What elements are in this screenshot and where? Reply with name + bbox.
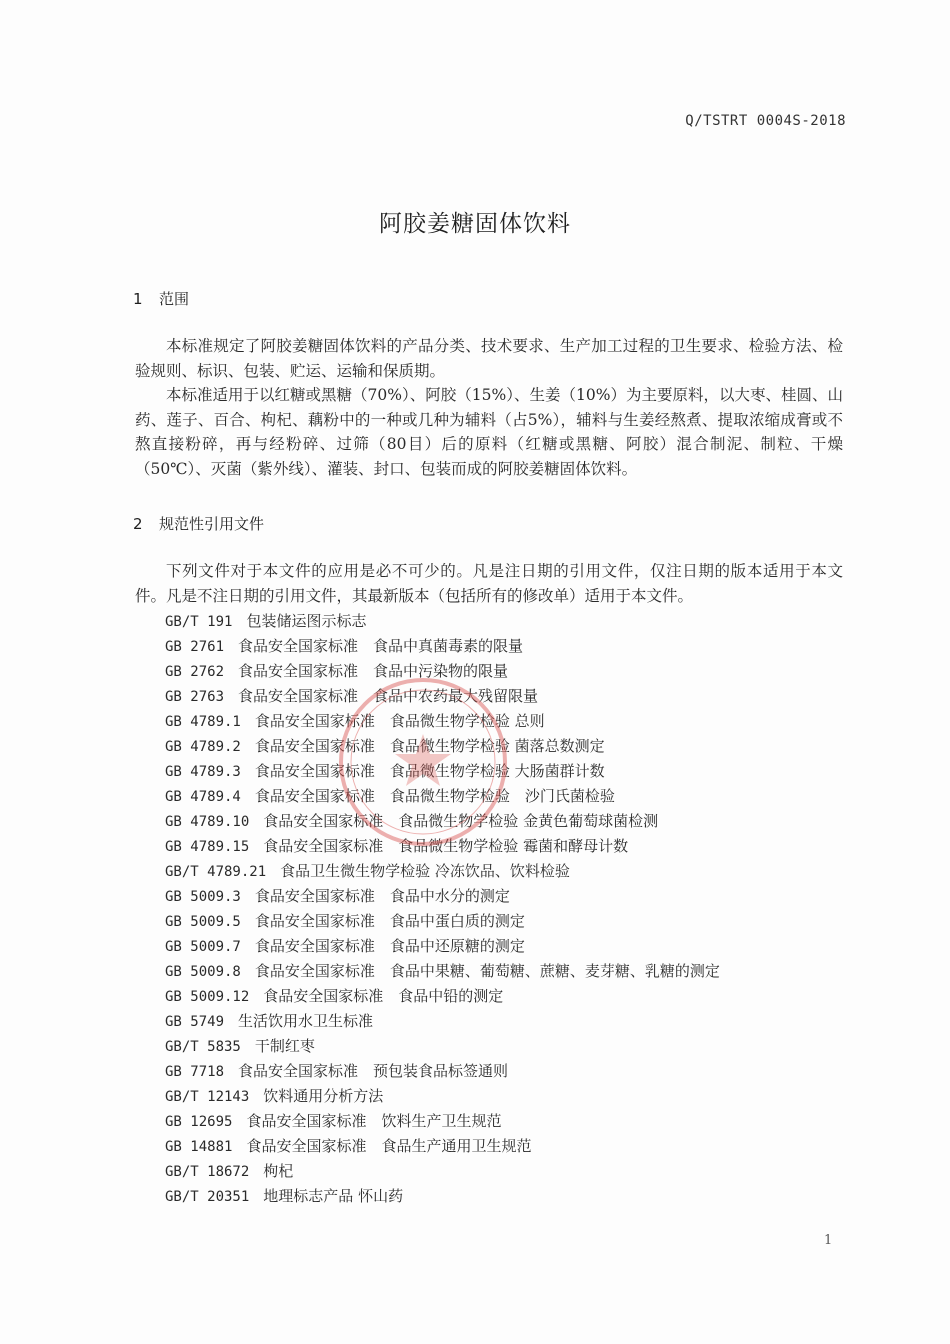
reference-title: 食品安全国家标准 食品微生物学检验 菌落总数测定	[254, 737, 605, 755]
reference-code: GB 2761	[165, 639, 225, 655]
reference-item	[165, 1159, 720, 1184]
reference-title: 饮料通用分析方法	[263, 1087, 384, 1105]
reference-item	[165, 834, 720, 859]
section-1-title: 范围	[159, 290, 190, 308]
reference-title: 食品卫生微生物学检验 冷冻饮品、饮料检验	[280, 862, 570, 880]
reference-item	[165, 1134, 720, 1159]
reference-item	[165, 809, 720, 834]
reference-code: GB/T 191	[165, 614, 233, 630]
reference-item	[165, 1034, 720, 1059]
reference-item	[165, 784, 720, 809]
reference-title: 食品安全国家标准 饮料生产卫生规范	[246, 1112, 502, 1130]
reference-code: GB 14881	[165, 1139, 233, 1155]
reference-item	[165, 609, 720, 634]
reference-item	[165, 859, 720, 884]
section-1-number: 1	[133, 290, 143, 308]
reference-item	[165, 1009, 720, 1034]
reference-item	[165, 884, 720, 909]
reference-title: 枸杞	[263, 1162, 294, 1180]
reference-code: GB 5749	[165, 1014, 225, 1030]
reference-item	[165, 959, 720, 984]
reference-code: GB 4789.3	[165, 764, 241, 780]
reference-title: 食品安全国家标准 食品中蛋白质的测定	[254, 912, 525, 930]
reference-code: GB 4789.10	[165, 814, 250, 830]
reference-title: 生活饮用水卫生标准	[238, 1012, 374, 1030]
reference-code: GB/T 18672	[165, 1164, 250, 1180]
reference-code: GB 5009.7	[165, 939, 241, 955]
reference-item	[165, 634, 720, 659]
reference-code: GB/T 12143	[165, 1089, 250, 1105]
reference-list	[165, 609, 720, 1209]
reference-code: GB/T 4789.21	[165, 864, 267, 880]
reference-item	[165, 734, 720, 759]
reference-title: 地理标志产品 怀山药	[263, 1187, 404, 1205]
reference-code: GB 4789.15	[165, 839, 250, 855]
reference-code: GB/T 20351	[165, 1189, 250, 1205]
section-2-number: 2	[133, 515, 143, 533]
reference-code: GB 2763	[165, 689, 225, 705]
reference-title: 食品安全国家标准 食品微生物学检验 沙门氏菌检验	[254, 787, 615, 805]
reference-code: GB 5009.5	[165, 914, 241, 930]
reference-title: 食品安全国家标准 食品中水分的测定	[254, 887, 510, 905]
reference-code: GB 7718	[165, 1064, 225, 1080]
reference-title: 食品安全国家标准 食品中铅的测定	[263, 987, 504, 1005]
reference-code: GB 4789.1	[165, 714, 241, 730]
reference-item	[165, 1184, 720, 1209]
reference-item	[165, 934, 720, 959]
document-title: 阿胶姜糖固体饮料	[379, 211, 571, 237]
reference-title: 包装储运图示标志	[246, 612, 367, 630]
reference-code: GB 2762	[165, 664, 225, 680]
section-1-heading	[133, 288, 189, 309]
reference-item	[165, 1084, 720, 1109]
reference-title: 食品安全国家标准 食品生产通用卫生规范	[246, 1137, 532, 1155]
reference-item	[165, 984, 720, 1009]
section-2-title: 规范性引用文件	[159, 515, 265, 533]
reference-title: 干制红枣	[254, 1037, 315, 1055]
reference-item	[165, 759, 720, 784]
section-2-heading	[133, 513, 264, 534]
reference-item	[165, 909, 720, 934]
reference-item	[165, 709, 720, 734]
reference-title: 食品安全国家标准 食品中果糖、葡萄糖、蔗糖、麦芽糖、乳糖的测定	[254, 962, 720, 980]
reference-item	[165, 1109, 720, 1134]
reference-title: 食品安全国家标准 预包装食品标签通则	[238, 1062, 509, 1080]
reference-title: 食品安全国家标准 食品微生物学检验 霉菌和酵母计数	[263, 837, 629, 855]
standard-code: Q/TSTRT 0004S-2018	[685, 113, 846, 129]
page-number: 1	[824, 1233, 833, 1248]
reference-code: GB 4789.2	[165, 739, 241, 755]
reference-item	[165, 684, 720, 709]
reference-title: 食品安全国家标准 食品中农药最大残留限量	[238, 687, 539, 705]
reference-code: GB 12695	[165, 1114, 233, 1130]
reference-item	[165, 659, 720, 684]
reference-title: 食品安全国家标准 食品中污染物的限量	[238, 662, 509, 680]
reference-code: GB/T 5835	[165, 1039, 241, 1055]
reference-title: 食品安全国家标准 食品微生物学检验 大肠菌群计数	[254, 762, 605, 780]
reference-title: 食品安全国家标准 食品中真菌毒素的限量	[238, 637, 524, 655]
reference-code: GB 5009.8	[165, 964, 241, 980]
reference-title: 食品安全国家标准 食品微生物学检验 金黄色葡萄球菌检测	[263, 812, 659, 830]
section-2-intro: 下列文件对于本文件的应用是必不可少的。凡是注日期的引用文件，仅注日期的版本适用于本文件。凡是不注日期的引用文件，其最新版本（包括所有的修改单）适用于本文件。	[135, 562, 843, 605]
reference-title: 食品安全国家标准 食品中还原糖的测定	[254, 937, 525, 955]
reference-code: GB 4789.4	[165, 789, 241, 805]
section-1-paragraph-2: 本标准适用于以红糖或黑糖（70%）、阿胶（15%）、生姜（10%）为主要原料，以大枣、桂圆、山药、莲子、百合、枸杞、藕粉中的一种或几种为辅料（占5%），辅料与生姜经熬煮、提取浓缩成膏或不熬直接粉碎，再与经粉碎、过筛（80目）后的原料（红糖或黑糖、阿胶）混合制泥、制粒、干燥（50℃）、灭菌（紫外线）、灌装、封口、包装而成的阿胶姜糖固体饮料。	[135, 386, 843, 478]
reference-code: GB 5009.12	[165, 989, 250, 1005]
reference-item	[165, 1059, 720, 1084]
reference-title: 食品安全国家标准 食品微生物学检验 总则	[254, 712, 545, 730]
section-1-paragraph-1: 本标准规定了阿胶姜糖固体饮料的产品分类、技术要求、生产加工过程的卫生要求、检验方法、检验规则、标识、包装、贮运、运输和保质期。	[135, 337, 843, 380]
reference-code: GB 5009.3	[165, 889, 241, 905]
